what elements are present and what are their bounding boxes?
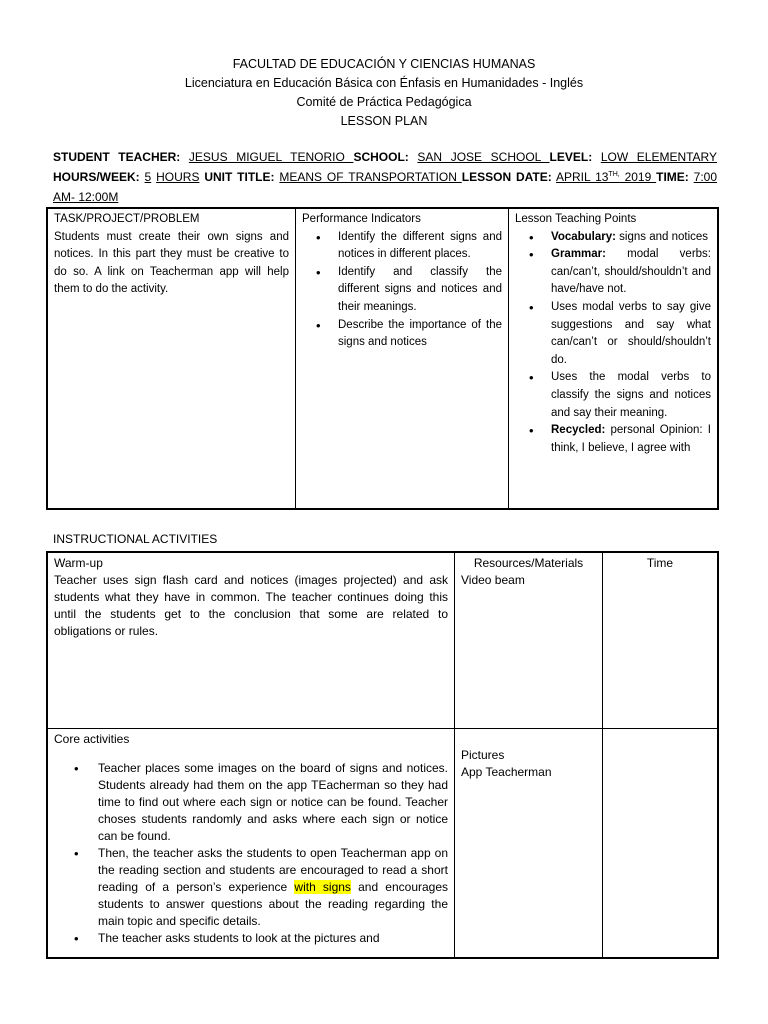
list-item: • Uses the modal verbs to classify the signs and notices and say their meaning.	[551, 369, 711, 422]
list-item: • Identify the different signs and notices in different places.	[338, 229, 502, 264]
list-item: • Recycled: personal Opinion: I think, I believe, I agree with	[551, 422, 711, 457]
instructional-activities-title: INSTRUCTIONAL ACTIVITIES	[53, 532, 218, 546]
teaching-points-cell	[509, 208, 719, 509]
core-title: Core activities	[54, 731, 130, 746]
core-list	[54, 760, 448, 947]
lesson-plan-title: LESSON PLAN	[340, 114, 428, 128]
core-activities-cell	[47, 728, 455, 958]
list-item: • Uses modal verbs to say give suggestions and say what can/can’t or should/shouldn’t do.	[551, 299, 711, 369]
list-item: • Grammar: modal verbs: can/can’t, should/shouldn’t and have/have not.	[551, 246, 711, 299]
task-header: TASK/PROJECT/PROBLEM	[54, 213, 200, 225]
school-label: SCHOOL:	[353, 150, 409, 164]
time-header: Time	[646, 556, 674, 570]
warmup-resources: Video beam	[461, 573, 525, 587]
list-item: • Identify and classify the different signs and notices and their meanings.	[338, 264, 502, 317]
document-header	[0, 55, 768, 131]
list-item: • Vocabulary: signs and notices	[551, 229, 711, 247]
list-item: • Describe the importance of the signs and notices	[338, 317, 502, 352]
student-teacher-value: JESUS MIGUEL TENORIO	[188, 150, 354, 164]
committee-title: Comité de Práctica Pedagógica	[296, 95, 472, 109]
faculty-title: FACULTAD DE EDUCACIÓN Y CIENCIAS HUMANAS	[232, 57, 536, 71]
teaching-points-list	[515, 229, 711, 458]
warmup-text: Teacher uses sign flash card and notices (images projected) and ask students what they have in common. The teacher continues doing this until the students get to the conclusion that some are related to obligations or rules.	[54, 573, 448, 638]
time-label: TIME:	[656, 170, 689, 184]
warmup-resources-cell	[455, 552, 603, 728]
list-item: • The teacher asks students to look at the pictures and	[98, 930, 448, 947]
level-value: LOW ELEMENTARY	[600, 150, 718, 164]
performance-cell	[296, 208, 509, 509]
unit-title-value: MEANS OF TRANSPORTATION	[279, 170, 462, 184]
list-item: • Then, the teacher asks the students to open Teacherman app on the reading section and students are encouraged to read a short reading of a person’s experience with signs and encourages students to answer questions about the reading regarding the main topic and specific details.	[98, 845, 448, 930]
warmup-title: Warm-up	[54, 556, 103, 570]
hours-unit: HOURS	[156, 170, 200, 184]
list-item: • Teacher places some images on the board of signs and notices. Students already had them on the app TEacherman so they had time to find out where each sign or notice can be found. Teacher choses students randomly and asks where each sign or notice can be found.	[98, 760, 448, 845]
student-teacher-label: STUDENT TEACHER:	[53, 150, 181, 164]
warmup-cell	[47, 552, 455, 728]
lesson-plan-table	[46, 207, 719, 510]
core-resource-pictures: Pictures	[461, 747, 505, 762]
lesson-date-value: APRIL $13^{TH,}$ 2019	[555, 170, 657, 184]
hours-label: HOURS/WEEK:	[53, 170, 140, 184]
time-value: 7:00 AM- 12:00M	[53, 170, 718, 204]
task-text: Students must create their own signs and notices. In this part they must be creative to do so. A link on Teacherman app will help them to do the activity.	[54, 230, 289, 296]
lesson-date-label: LESSON DATE:	[461, 170, 552, 184]
core-resources-cell	[455, 728, 603, 958]
core-time-cell	[603, 728, 719, 958]
teaching-points-header: Lesson Teaching Points	[515, 213, 637, 225]
school-value: SAN JOSE SCHOOL	[417, 150, 550, 164]
lesson-info	[53, 147, 717, 207]
unit-title-label: UNIT TITLE:	[204, 170, 275, 184]
resources-header: Resources/Materials	[473, 556, 584, 570]
level-label: LEVEL:	[549, 150, 593, 164]
core-resource-app: App Teacherman	[461, 764, 552, 779]
performance-list	[302, 229, 502, 352]
program-title: Licenciatura en Educación Básica con Énfasis en Humanidades - Inglés	[184, 76, 584, 90]
instructional-table	[46, 551, 719, 959]
highlighted-text: with signs	[294, 879, 351, 894]
warmup-time-cell	[603, 552, 719, 728]
hours-value: 5	[144, 170, 152, 184]
task-cell	[47, 208, 296, 509]
performance-header: Performance Indicators	[302, 213, 421, 225]
